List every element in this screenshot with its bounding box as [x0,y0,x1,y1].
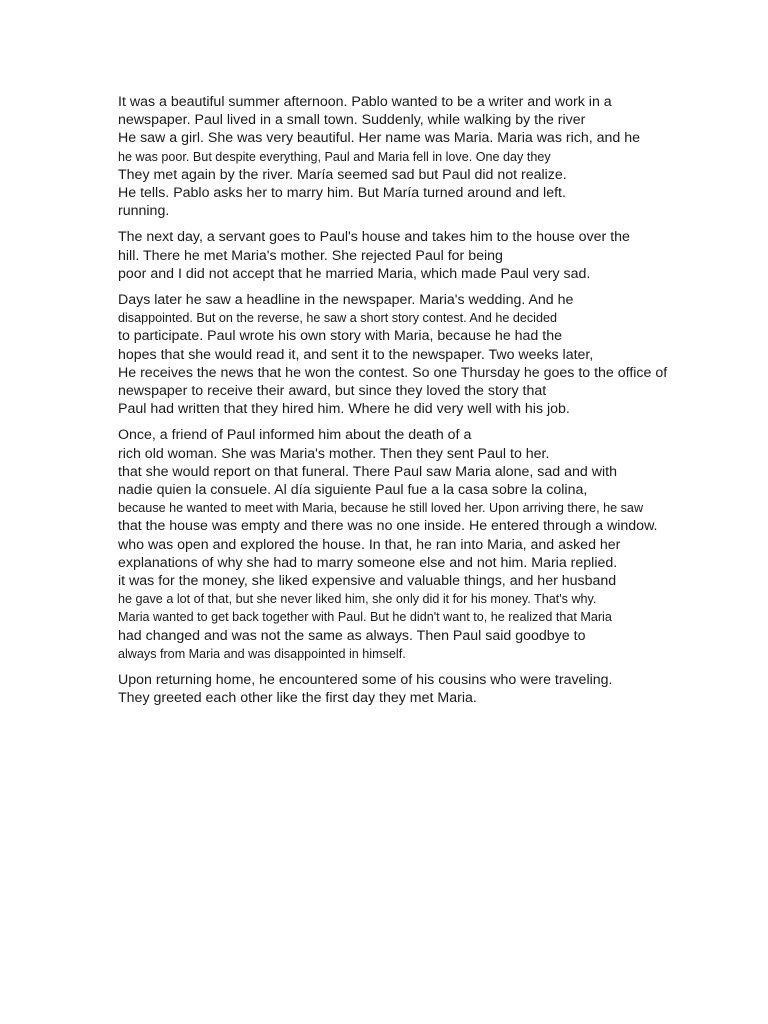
paragraph [118,228,758,283]
text-line: He saw a girl. She was very beautiful. Her name was Maria. Maria was rich, and he [118,130,641,147]
text-line: Days later he saw a headline in the newspaper. Maria's wedding. And he [118,292,574,309]
text-line: had changed and was not the same as always. Then Paul said goodbye to [118,627,586,644]
text-line: rich old woman. She was Maria's mother. Then they sent Paul to her. [118,445,550,462]
text-line: disappointed. But on the reverse, he saw a short story contest. And he decided [118,311,557,326]
text-line: hill. There he met Maria's mother. She rejected Paul for being [118,247,503,264]
text-line: He receives the news that he won the contest. So one Thursday he goes to the office of [118,364,668,381]
text-line: Paul had written that they hired him. Where he did very well with his job. [118,401,570,418]
text-line: They greeted each other like the first day they met Maria. [118,690,477,707]
text-line: that the house was empty and there was no one inside. He entered through a window. [118,518,658,535]
text-line: They met again by the river. María seemed sad but Paul did not realize. [118,166,567,183]
paragraph [118,291,758,418]
text-line: poor and I did not accept that he married Maria, which made Paul very sad. [118,265,591,282]
paragraph [118,671,758,707]
text-line: that she would report on that funeral. There Paul saw Maria alone, sad and with [118,463,617,480]
text-line: Upon returning home, he encountered some of his cousins who were traveling. [118,672,613,689]
text-line: The next day, a servant goes to Paul's house and takes him to the house over the [118,229,630,246]
text-line: Once, a friend of Paul informed him about the death of a [118,427,472,444]
text-line: running. [118,203,170,220]
text-line: he gave a lot of that, but she never liked him, she only did it for his money. That's why. [118,592,597,607]
text-line: Maria wanted to get back together with Paul. But he didn't want to, he realized that Maria [118,610,612,625]
text-line: newspaper to receive their award, but since they loved the story that [118,383,547,400]
text-line: explanations of why she had to marry someone else and not him. Maria replied. [118,554,618,571]
text-line: he was poor. But despite everything, Paul and Maria fell in love. One day they [118,149,551,164]
text-line: He tells. Pablo asks her to marry him. But María turned around and left. [118,185,566,202]
text-line: because he wanted to meet with Maria, because he still loved her. Upon arriving there, he saw [118,501,644,516]
text-line: It was a beautiful summer afternoon. Pablo wanted to be a writer and work in a [118,94,612,110]
text-line: who was open and explored the house. In that, he ran into Maria, and asked her [118,536,621,553]
story-text [118,93,758,716]
paragraph [118,426,758,663]
text-line: always from Maria and was disappointed in himself. [118,646,406,661]
text-line: nadie quien la consuele. Al día siguiente Paul fue a la casa sobre la colina, [118,482,588,499]
text-line: it was for the money, she liked expensive and valuable things, and her husband [118,573,617,590]
text-line: hopes that she would read it, and sent it to the newspaper. Two weeks later, [118,346,594,363]
text-line: newspaper. Paul lived in a small town. Suddenly, while walking by the river [118,112,586,129]
text-line: to participate. Paul wrote his own story with Maria, because he had the [118,328,562,345]
paragraph [118,93,758,220]
